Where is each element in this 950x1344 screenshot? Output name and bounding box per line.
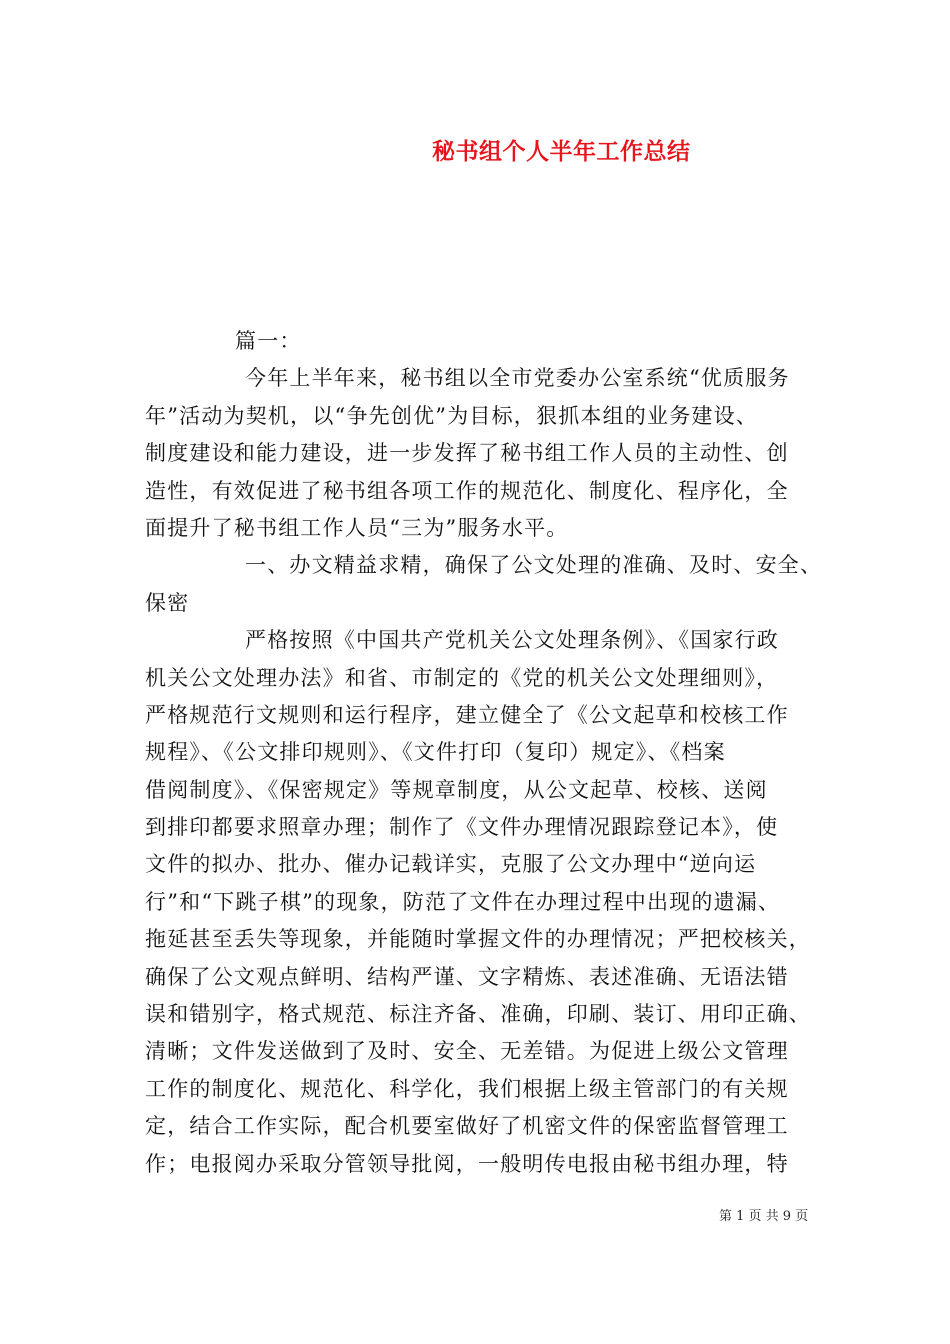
paragraph-line: 作；电报阅办采取分管领导批阅，一般明传电报由秘书组办理，特 (145, 1151, 789, 1176)
paragraph-line: 定，结合工作实际，配合机要室做好了机密文件的保密监督管理工 (145, 1114, 789, 1139)
paragraph-line: 机关公文处理办法》和省、市制定的《党的机关公文处理细则》， (145, 665, 779, 690)
paragraph-line: 面提升了秘书组工作人员“三为”服务水平。 (145, 515, 569, 540)
paragraph-line: 工作的制度化、规范化、科学化，我们根据上级主管部门的有关规 (145, 1076, 789, 1101)
section-heading: 保密 (145, 590, 190, 615)
paragraph-line: 误和错别字，格式规范、标注齐备、准确，印刷、装订、用印正确、 (145, 1002, 811, 1027)
section-heading: 一、办文精益求精，确保了公文处理的准确、及时、安全、 (245, 553, 823, 578)
page-number: 第 1 页 共 9 页 (719, 1209, 809, 1224)
document-title: 秘书组个人半年工作总结 (432, 138, 691, 165)
paragraph-line: 年”活动为契机，以“争先创优”为目标，狠抓本组的业务建设、 (145, 403, 759, 428)
paragraph-line: 清晰；文件发送做到了及时、安全、无差错。为促进上级公文管理 (145, 1039, 789, 1064)
paragraph-line: 严格按照《中国共产党机关公文处理条例》、《国家行政 (245, 628, 779, 653)
paragraph-line: 今年上半年来，秘书组以全市党委办公室系统“优质服务 (245, 366, 790, 391)
paragraph-line: 确保了公文观点鲜明、结构严谨、文字精炼、表述准确、无语法错 (145, 964, 789, 989)
paragraph-line: 到排印都要求照章办理；制作了《文件办理情况跟踪登记本》，使 (145, 815, 779, 840)
section-label: 篇一： (235, 329, 302, 353)
paragraph-line: 文件的拟办、批办、催办记载详实，克服了公文办理中“逆向运 (145, 852, 757, 877)
paragraph-line: 拖延甚至丢失等现象，并能随时掌握文件的办理情况；严把校核关， (145, 927, 811, 952)
paragraph-line: 造性，有效促进了秘书组各项工作的规范化、制度化、程序化，全 (145, 478, 789, 503)
paragraph-line: 行”和“下跳子棋”的现象，防范了文件在办理过程中出现的遗漏、 (145, 889, 781, 914)
paragraph-line: 制度建设和能力建设，进一步发挥了秘书组工作人员的主动性、创 (145, 441, 789, 466)
paragraph-line: 规程》、《公文排印规则》、《文件打印（复印）规定》、《档案 (145, 740, 726, 765)
paragraph-line: 借阅制度》、《保密规定》等规章制度，从公文起草、校核、送阅 (145, 777, 768, 802)
document-body (145, 323, 825, 1183)
paragraph-line: 严格规范行文规则和运行程序，建立健全了《公文起草和校核工作 (145, 702, 789, 727)
